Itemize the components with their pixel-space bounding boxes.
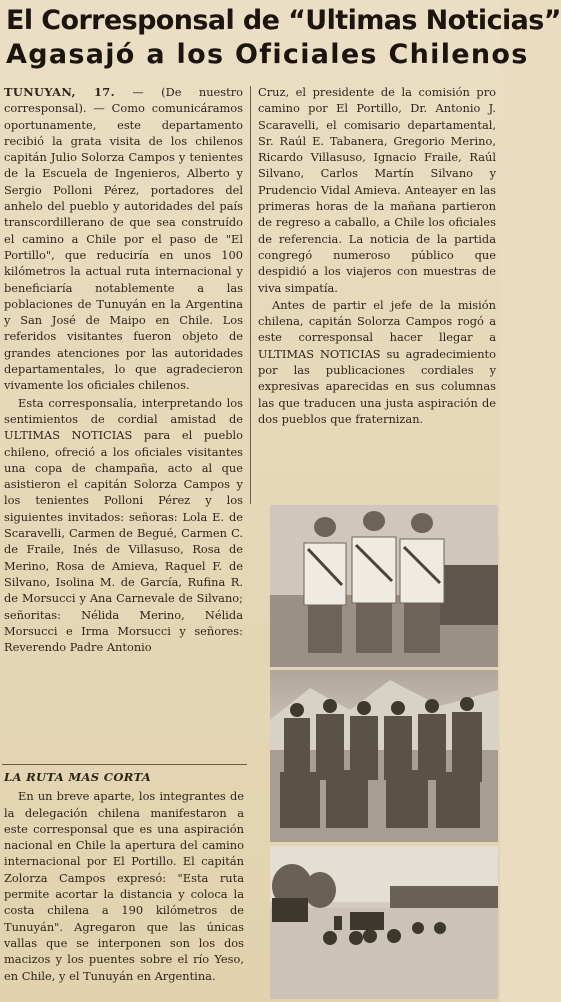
article-paragraph-5: Antes de partir el jefe de la misión chilena, capitán Solorza Campos rogó a este corresponsal hacer llegar a ULTIMAS NOTICIAS su agradecimiento por las publicaciones cordiales y expresivas aparecidas en sus columnas las que traducen una justa aspiración de dos pueblos que fraternizan. <box>258 297 496 426</box>
article-paragraph-3: En un breve aparte, los integrantes de la delegación chilena manifestaron a este corresponsal que es una aspiración nacional en Chile la apertura del camino internacional por El Portillo. El capitán Zolorza Campos expresó: "Esta ruta permite acortar la distancia y coloca la costa chilena a 190 kilómetros de Tunuyán". Agregaron que las únicas vallas que se interponen son los dos macizos y los puentes sobre el río Yeso, en Chile, y el Tunuyán en Argentina. <box>4 789 244 983</box>
headline-line-1: El Corresponsal de “Ultimas Noticias” <box>6 5 561 36</box>
photo-three-officers <box>270 505 498 667</box>
photo-three-officers-image <box>270 505 498 667</box>
photo-motorcycles-image <box>270 846 498 999</box>
article-column-3 <box>258 84 496 504</box>
article-paragraph-4: Cruz, el presidente de la comisión pro camino por El Portillo, Dr. Antonio J. Scaravelli, el comisario departamental, Sr. Raúl E. Tabanera, Gregorio Merino, Ricardo Villasuso, Ignacio Fraile, Raúl Silvano, Carlos Martín Silvano y Prudencio Vidal Amieva. Anteayer en las primeras horas de la mañana partieron de regreso a caballo, a Chile los oficiales de referencia. La noticia de la partida congregó numeroso público que despidió a los viajeros con muestras de viva simpatía. <box>258 85 496 295</box>
headline-line-2: Agasajó a los Oficiales Chilenos <box>6 39 529 70</box>
subheading: LA RUTA MAS CORTA <box>4 770 152 784</box>
column-divider <box>2 764 247 765</box>
headline <box>6 4 561 72</box>
article-paragraph-2: Esta corresponsalía, interpretando los sentimientos de cordial amistad de ULTIMAS NOTICIAS para el pueblo chileno, ofreció a los oficiales visitantes una copa de champaña, acto al que asistieron el capitán Solorza Campos y los tenientes Polloni Pérez y los siguientes invitados: señoras: Lola E. de Scaravelli, Carmen de Begué, Carmen C. de Fraile, Inés de Villasuso, Rosa de Merino, Rosa de Amieva, Raquel F. de Silvano, Isolina M. de García, Rufina R. de Morsucci y Ana Carnevale de Silvano; señoritas: Nélida Merino, Nélida Morsucci e Irma Morsucci y señores: Reverendo Padre Antonio <box>4 395 243 655</box>
column-rule <box>250 86 251 504</box>
article-column-2 <box>4 767 244 999</box>
article-paragraph-1-text: — (De nuestro corresponsal). — Como comunicáramos oportunamente, este departamento recibió la grata visita de los chilenos capitán Julio Solorza Campos y tenientes de la Escuela de Ingenieros, Alberto y Sergio Polloni Pérez, portadores del anhelo del pueblo y autoridades del país transcordillerano de que sea construído el camino a Chile por el paso de "El Portillo", que reduciría en unos 100 kilómetros la actual ruta internacional y beneficiaría notablemente a las poblaciones de Tunuyán en la Argentina y San José de Maipo en Chile. Los referidos visitantes fueron objeto de grandes atenciones por las autoridades departamentales, lo que agradecieron vivamente los oficiales chilenos. <box>4 85 244 393</box>
article-column-1 <box>4 84 243 764</box>
photo-motorcycles <box>270 846 498 999</box>
dateline: TUNUYAN, 17. <box>4 85 115 99</box>
photo-soldiers-group-image <box>270 670 498 842</box>
photo-soldiers-group <box>270 670 498 842</box>
article-paragraph-1 <box>4 84 243 394</box>
